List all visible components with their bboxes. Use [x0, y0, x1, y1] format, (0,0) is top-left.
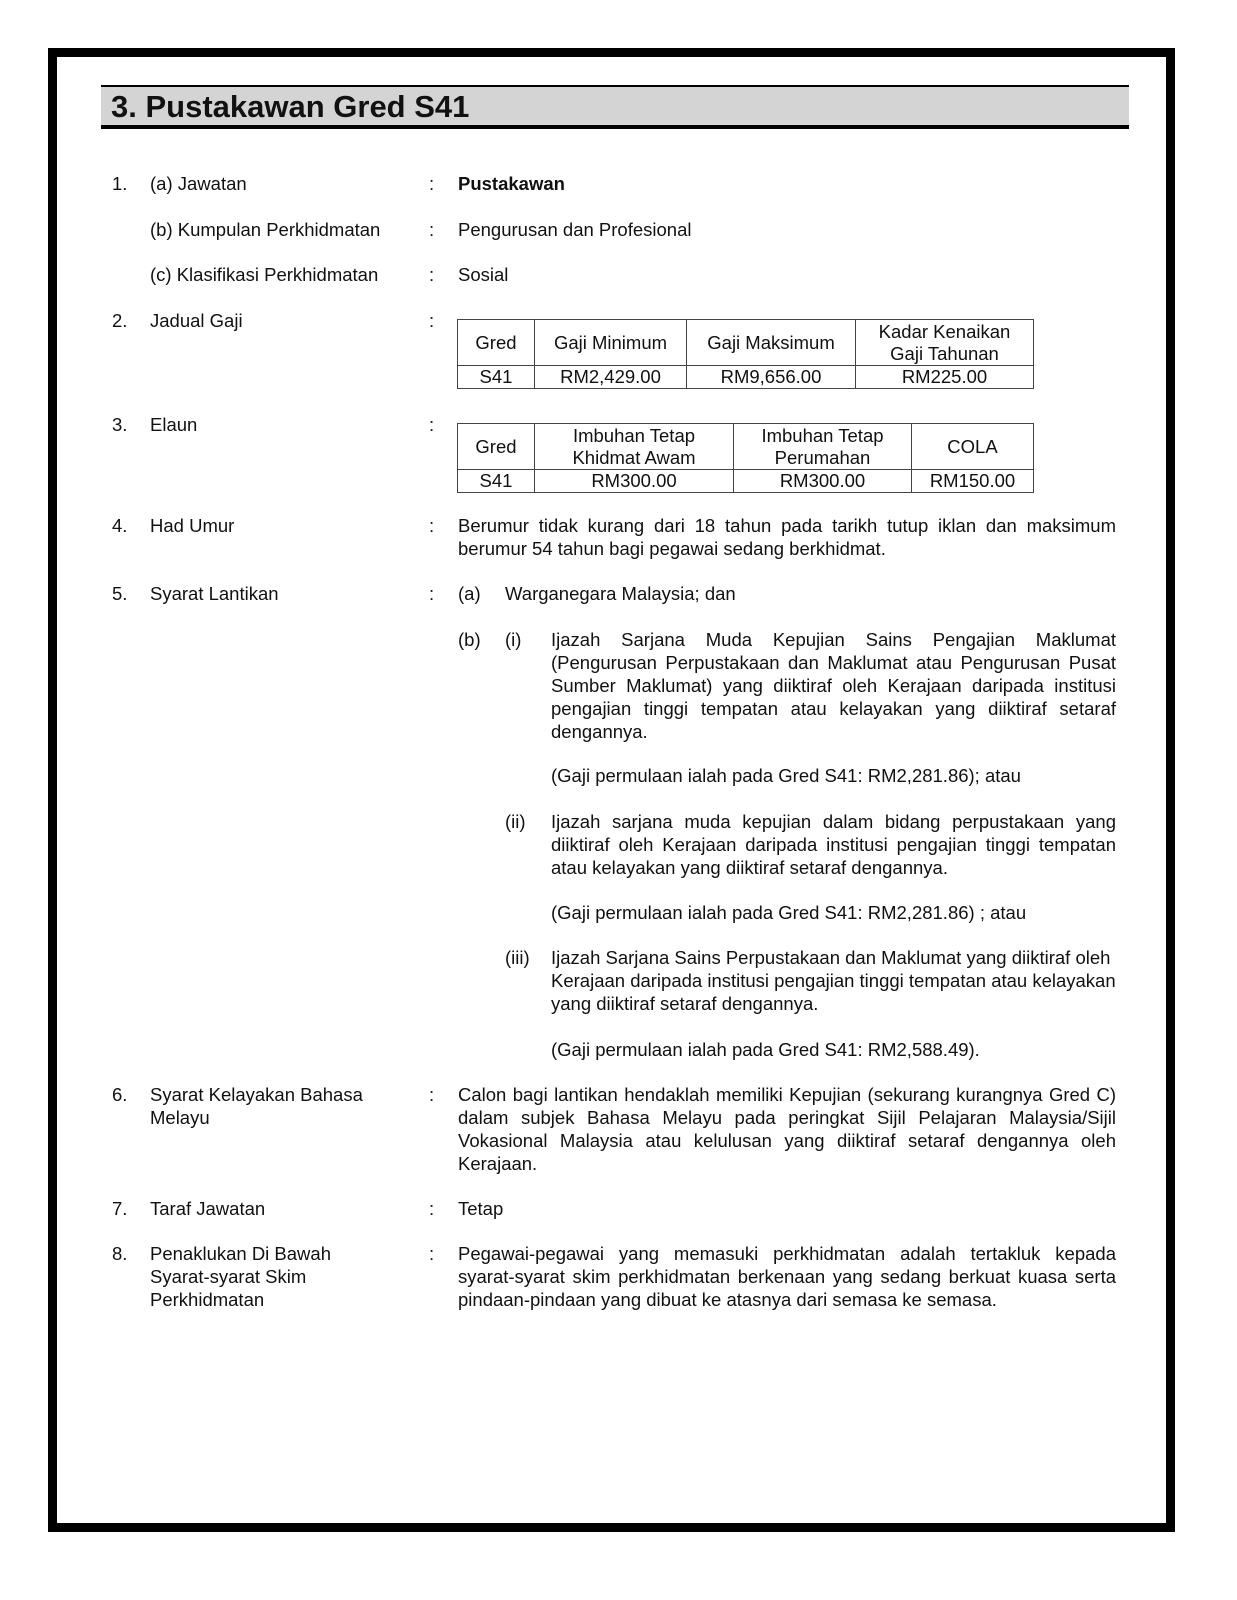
penaklukan-value: Pegawai-pegawai yang memasuki perkhidmatan adalah tertakluk kepada syarat-syarat skim perkhidmatan berkenaan yang sedang berkuat kuasa serta pindaan-pindaan yang dibuat ke atasnya dari semasa ke semasa.: [458, 1243, 1116, 1310]
item-number: 3.: [112, 414, 128, 435]
item-number: 2.: [112, 310, 128, 331]
elaun-label: Elaun: [150, 414, 198, 435]
colon: :: [429, 219, 435, 240]
table-row: [458, 470, 1034, 493]
qualification-text: Ijazah Sarjana Muda Kepujian Sains Pengajian Maklumat (Pengurusan Perpustakaan dan Maklumat atau Pengurusan Pusat Sumber Maklumat) yang diiktiraf oleh Kerajaan daripada institusi pengajian tinggi tempatan atau kelayakan yang diiktiraf setaraf dengannya.: [551, 629, 1116, 742]
had-umur-label: Had Umur: [150, 515, 235, 536]
table-header: COLA: [912, 424, 1034, 470]
kumpulan-label: (b) Kumpulan Perkhidmatan: [150, 219, 381, 240]
colon: :: [429, 310, 435, 331]
starting-salary-note: (Gaji permulaan ialah pada Gred S41: RM2,281.86); atau: [551, 765, 1021, 786]
klasifikasi-label: (c) Klasifikasi Perkhidmatan: [150, 264, 379, 285]
sub-marker-a: (a): [458, 583, 481, 604]
section-title: 3. Pustakawan Gred S41: [101, 85, 1129, 129]
syarat-bahasa-value: Calon bagi lantikan hendaklah memiliki Kepujian (sekurang kurangnya Gred C) dalam subjek Bahasa Melayu pada peringkat Sijil Pelajaran Malaysia/Sijil Vokasional Malaysia atau kelulusan yang diiktiraf setaraf dengannya oleh Kerajaan.: [458, 1084, 1116, 1174]
had-umur-value: Berumur tidak kurang dari 18 tahun pada tarikh tutup iklan dan maksimum berumur 54 tahun bagi pegawai sedang berkhidmat.: [458, 515, 1116, 559]
item-number: 4.: [112, 515, 128, 536]
item-number: 1.: [112, 173, 128, 194]
table-cell: S41: [458, 366, 535, 389]
sub-marker-b: (b): [458, 629, 481, 650]
colon: :: [429, 1084, 435, 1105]
qualification-text: Ijazah Sarjana Sains Perpustakaan dan Maklumat yang diiktiraf oleh Kerajaan daripada institusi pengajian tinggi tempatan atau kelayakan yang diiktiraf setaraf dengannya.: [551, 947, 1116, 1014]
table-header-row: [458, 424, 1034, 470]
table-cell: RM150.00: [912, 470, 1034, 493]
syarat-lantikan-label: Syarat Lantikan: [150, 583, 279, 604]
colon: :: [429, 1198, 435, 1219]
jadual-gaji-label: Jadual Gaji: [150, 310, 243, 331]
qualification-text: Ijazah sarjana muda kepujian dalam bidang perpustakaan yang diiktiraf oleh Kerajaan daripada institusi pengajian tinggi tempatan atau kelayakan yang diiktiraf setaraf dengannya.: [551, 811, 1116, 878]
table-cell: RM9,656.00: [687, 366, 856, 389]
warganegara-text: Warganegara Malaysia; dan: [505, 583, 736, 604]
item-number: 8.: [112, 1243, 128, 1264]
colon: :: [429, 515, 435, 536]
taraf-jawatan-label: Taraf Jawatan: [150, 1198, 266, 1219]
colon: :: [429, 414, 435, 435]
option-marker: (ii): [505, 811, 526, 832]
allowance-table: [457, 423, 1034, 493]
option-marker: (iii): [505, 947, 530, 968]
table-row: [458, 366, 1034, 389]
starting-salary-note: (Gaji permulaan ialah pada Gred S41: RM2,281.86) ; atau: [551, 902, 1027, 923]
table-header: Gaji Maksimum: [687, 320, 856, 366]
table-cell: RM2,429.00: [535, 366, 687, 389]
item-number: 5.: [112, 583, 128, 604]
taraf-jawatan-value: Tetap: [458, 1198, 504, 1219]
jawatan-value: Pustakawan: [458, 173, 565, 194]
table-cell: S41: [458, 470, 535, 493]
colon: :: [429, 1243, 435, 1264]
kumpulan-value: Pengurusan dan Profesional: [458, 219, 692, 240]
colon: :: [429, 583, 435, 604]
table-header: Kadar Kenaikan Gaji Tahunan: [856, 320, 1034, 366]
table-header: Imbuhan Tetap Khidmat Awam: [535, 424, 734, 470]
syarat-bahasa-label: Syarat Kelayakan Bahasa Melayu: [150, 1084, 363, 1128]
penaklukan-label: Penaklukan Di Bawah Syarat-syarat Skim Perkhidmatan: [150, 1243, 331, 1310]
table-cell: RM225.00: [856, 366, 1034, 389]
colon: :: [429, 264, 435, 285]
table-header: Gred: [458, 320, 535, 366]
table-cell: RM300.00: [734, 470, 912, 493]
colon: :: [429, 173, 435, 194]
jawatan-label: (a) Jawatan: [150, 173, 247, 194]
table-header: Gaji Minimum: [535, 320, 687, 366]
item-number: 7.: [112, 1198, 128, 1219]
table-header: Gred: [458, 424, 535, 470]
table-cell: RM300.00: [535, 470, 734, 493]
option-marker: (i): [505, 629, 522, 650]
item-number: 6.: [112, 1084, 128, 1105]
starting-salary-note: (Gaji permulaan ialah pada Gred S41: RM2,588.49).: [551, 1039, 980, 1060]
table-header: Imbuhan Tetap Perumahan: [734, 424, 912, 470]
klasifikasi-value: Sosial: [458, 264, 509, 285]
salary-table: [457, 319, 1034, 389]
table-header-row: [458, 320, 1034, 366]
